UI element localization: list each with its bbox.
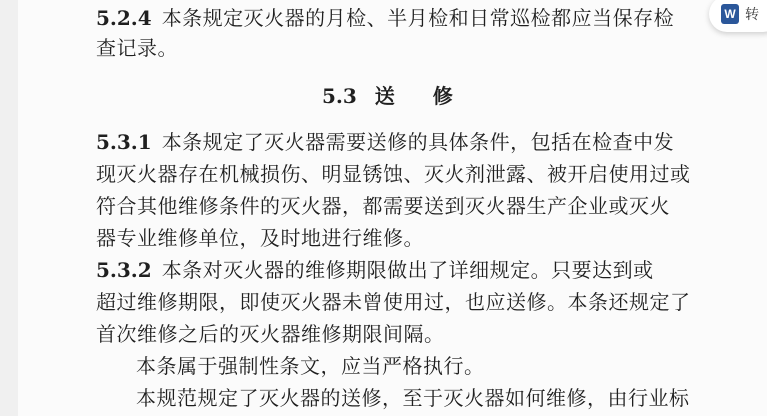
clause-text: 本条对灭火器的维修期限做出了详细规定。只要达到或: [161, 258, 654, 282]
section-title-char-1: 送: [374, 84, 395, 108]
clause-5-2-4-line-2: [96, 34, 178, 62]
clause-5-3-1-line-4: [96, 224, 424, 252]
page-left-margin: [0, 0, 18, 416]
section-heading: [322, 82, 453, 110]
clause-5-3-1-line-1: [96, 128, 674, 156]
clause-text: 符合其他维修条件的灭火器，都需要送到灭火器生产企业或灭火: [96, 194, 670, 218]
clause-number: 5.2.4: [96, 6, 152, 30]
clause-number: 5.3.2: [96, 258, 152, 282]
clause-5-2-4-line-1: [96, 4, 674, 32]
convert-to-word-button[interactable]: [709, 0, 767, 32]
clause-5-3-1-line-2: [96, 160, 691, 188]
clause-text: 首次维修之后的灭火器维修期限间隔。: [96, 322, 445, 346]
clause-text: 器专业维修单位，及时地进行维修。: [96, 226, 424, 250]
section-number: 5.3: [322, 84, 357, 108]
clause-number: 5.3.1: [96, 130, 152, 154]
paragraph-text: 本规范规定了灭火器的送修，至于灭火器如何维修，由行业标: [136, 386, 690, 410]
paragraph-mandatory: [136, 352, 485, 380]
paragraph-text: 本条属于强制性条文，应当严格执行。: [136, 354, 485, 378]
convert-button-label: 转: [745, 6, 759, 22]
section-title-char-2: 修: [432, 84, 453, 108]
clause-5-3-2-line-2: [96, 288, 691, 316]
clause-text: 本条规定灭火器的月检、半月检和日常巡检都应当保存检: [161, 6, 675, 30]
clause-text: 查记录。: [96, 36, 178, 60]
paragraph-repair-standard: [136, 384, 690, 412]
word-icon: W: [721, 4, 739, 24]
clause-text: 本条规定了灭火器需要送修的具体条件，包括在检查中发: [161, 130, 675, 154]
clause-5-3-1-line-3: [96, 192, 670, 220]
clause-5-3-2-line-3: [96, 320, 445, 348]
clause-text: 现灭火器存在机械损伤、明显锈蚀、灭火剂泄露、被开启使用过或: [96, 162, 691, 186]
clause-text: 超过维修期限，即使灭火器未曾使用过，也应送修。本条还规定了: [96, 290, 691, 314]
clause-5-3-2-line-1: [96, 256, 654, 284]
